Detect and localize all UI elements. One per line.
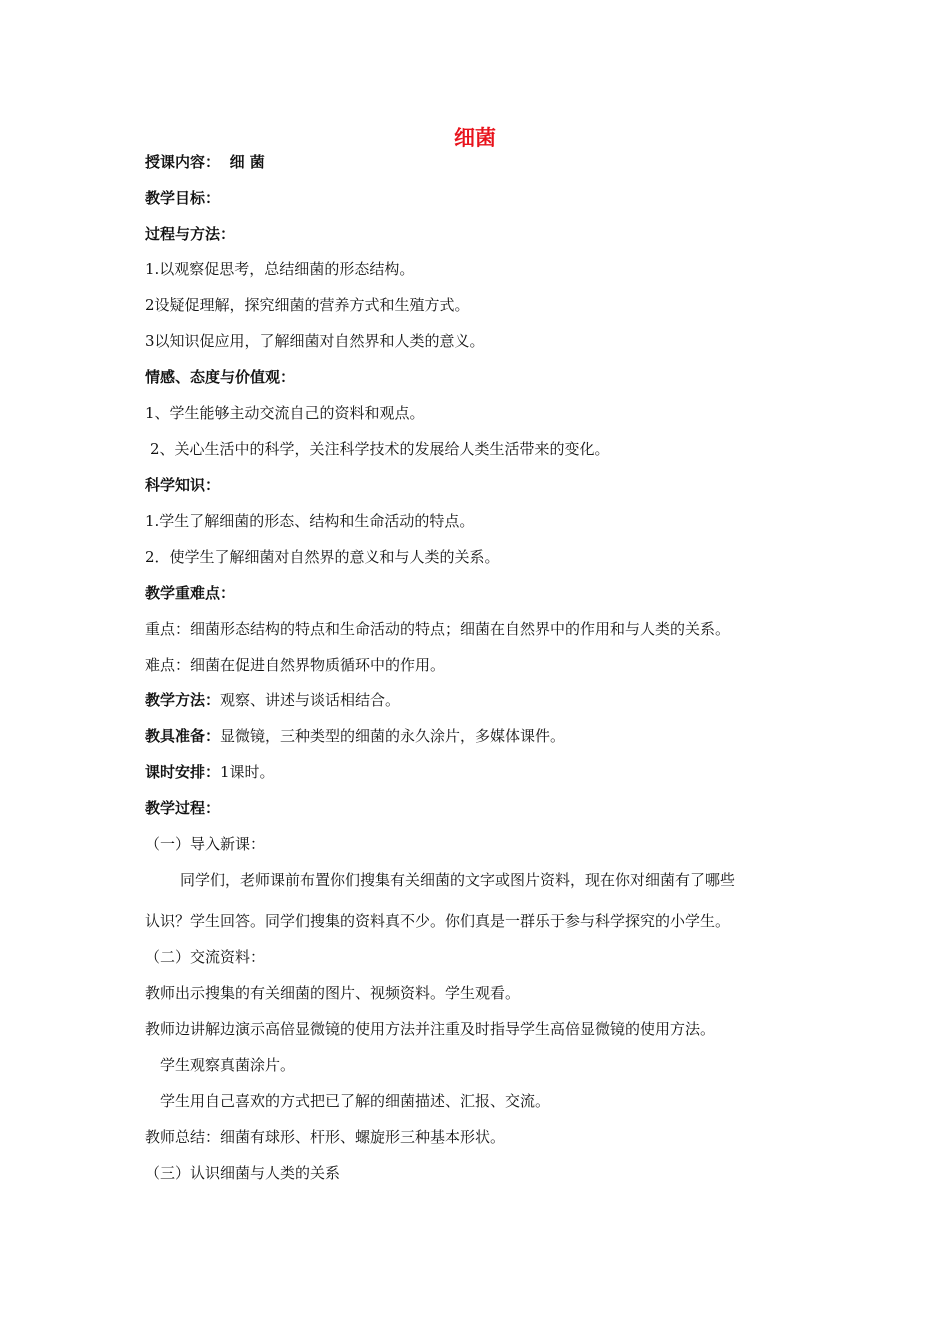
method-label: 教学方法： xyxy=(145,691,221,709)
teaching-content-line xyxy=(145,152,265,172)
section-2-line-1: 教师出示搜集的有关细菌的图片、视频资料。学生观看。 xyxy=(145,984,521,1002)
tools-label: 教具准备： xyxy=(145,727,221,745)
process-item-2: 2设疑促理解，探究细菌的营养方式和生殖方式。 xyxy=(145,296,470,314)
emotion-item-2: 2、关心生活中的科学，关注科学技术的发展给人类生活带来的变化。 xyxy=(150,440,610,458)
method-line xyxy=(145,690,400,710)
section-2-line-3: 学生观察真菌涂片。 xyxy=(160,1056,296,1074)
tools-value: 显微镜，三种类型的细菌的永久涂片，多媒体课件。 xyxy=(220,727,566,745)
process-heading: 教学过程： xyxy=(145,799,221,817)
document-title: 细菌 xyxy=(454,126,496,150)
section-1-paragraph-line-1: 同学们，老师课前布置你们搜集有关细菌的文字或图片资料，现在你对细菌有了哪些 xyxy=(180,871,736,889)
section-3-heading: （三）认识细菌与人类的关系 xyxy=(145,1164,341,1182)
key-point-text: 重点：细菌形态结构的特点和生命活动的特点；细菌在自然界中的作用和与人类的关系。 xyxy=(145,620,731,638)
knowledge-item-1: 1.学生了解细菌的形态、结构和生命活动的特点。 xyxy=(145,512,475,530)
process-item-3: 3以知识促应用，了解细菌对自然界和人类的意义。 xyxy=(145,332,485,350)
section-2-heading: （二）交流资料： xyxy=(145,948,266,966)
section-2-line-2: 教师边讲解边演示高倍显微镜的使用方法并注重及时指导学生高倍显微镜的使用方法。 xyxy=(145,1020,716,1038)
schedule-line xyxy=(145,762,275,782)
process-methods-heading: 过程与方法： xyxy=(145,225,236,243)
knowledge-item-2: 2．使学生了解细菌对自然界的意义和与人类的关系。 xyxy=(145,548,500,566)
schedule-value: 1课时。 xyxy=(220,763,275,781)
teaching-content-value: 细 菌 xyxy=(229,153,265,171)
difficult-point-text: 难点：细菌在促进自然界物质循环中的作用。 xyxy=(145,656,446,674)
teaching-content-label: 授课内容： xyxy=(145,153,221,171)
teaching-goals-heading: 教学目标： xyxy=(145,189,221,207)
schedule-label: 课时安排： xyxy=(145,763,221,781)
section-2-line-5: 教师总结：细菌有球形、杆形、螺旋形三种基本形状。 xyxy=(145,1128,506,1146)
section-2-line-4: 学生用自己喜欢的方式把已了解的细菌描述、汇报、交流。 xyxy=(160,1092,551,1110)
emotion-heading: 情感、态度与价值观： xyxy=(145,368,296,386)
process-item-1: 1.以观察促思考，总结细菌的形态结构。 xyxy=(145,260,415,278)
section-1-heading: （一）导入新课： xyxy=(145,835,266,853)
tools-line xyxy=(145,726,565,746)
emotion-item-1: 1、学生能够主动交流自己的资料和观点。 xyxy=(145,404,425,422)
method-value: 观察、讲述与谈话相结合。 xyxy=(220,691,401,709)
section-1-paragraph-line-2: 认识？学生回答。同学们搜集的资料真不少。你们真是一群乐于参与科学探究的小学生。 xyxy=(145,912,731,930)
key-points-heading: 教学重难点： xyxy=(145,584,236,602)
knowledge-heading: 科学知识： xyxy=(145,476,221,494)
